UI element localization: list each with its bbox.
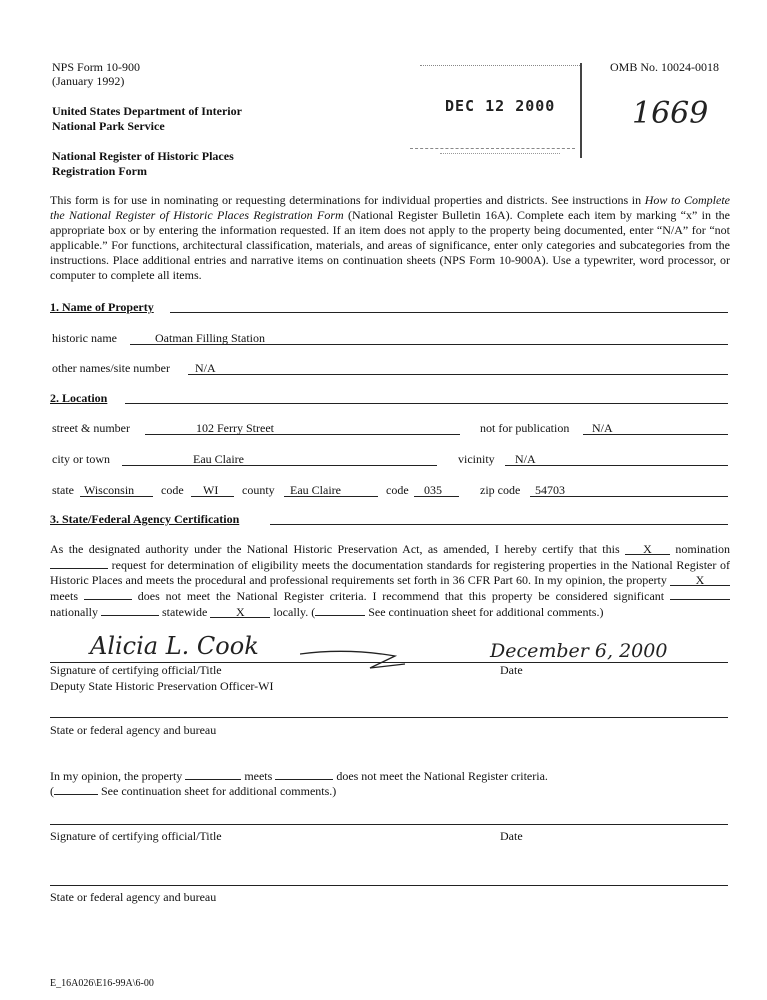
county-label: county [242,483,275,497]
other-names-value[interactable]: N/A [195,361,216,375]
statewide-x-mark[interactable]: X [210,606,270,618]
does-not-meet-mark[interactable] [84,588,132,600]
state-code-label: code [161,483,184,497]
state-label: state [52,483,74,497]
department: United States Department of Interior [52,104,242,118]
registration-form-title: Registration Form [52,164,147,178]
footer-code: E_16A026\E16-99A\6-00 [50,978,154,989]
street-value[interactable]: 102 Ferry Street [196,421,274,435]
meets-mark[interactable]: X [670,574,730,586]
nationally-mark[interactable] [670,588,730,600]
signature-label: Signature of certifying official/Title [50,663,222,677]
service: National Park Service [52,119,165,133]
date-label: Date [500,663,523,677]
signature-label-2: Signature of certifying official/Title [50,829,222,843]
not-for-publication-value[interactable]: N/A [592,421,613,435]
agency-label-2: State or federal agency and bureau [50,890,217,904]
official-title: Deputy State Historic Preservation Officer-WI [50,679,274,693]
date-label-2: Date [500,829,523,843]
official-signature: Alicia L. Cook [90,632,259,660]
instructions-paragraph: This form is for use in nominating or requesting determinations for individual properties and districts. See instructions in How to Complete the National Register of Historic Places Registration Form (National Register Bulletin 16A). Complete each item by marking “x” in the appropriate box or by entering the information requested. If an item does not apply to the property being documented, enter “N/A” for “not applicable.” For functions, architectural classification, materials, and areas of significance, enter only categories and subcategories from the instructions. Place additional entries and narrative items on continuation sheets (NPS Form 10-900A). Use a typewriter, word processor, or computer to complete all items. [50,193,730,282]
vicinity-label: vicinity [458,452,495,466]
form-number: NPS Form 10-900 [52,60,141,74]
request-mark[interactable] [50,557,108,569]
certification-paragraph: As the designated authority under the National Historic Preservation Act, as amended, I hereby certify that this X nomination request for determination of eligibility meets the documentation standards for registering properties in the National Register of Historic Places and meets the procedural and professional requirements set forth in 36 CFR Part 60. In my opinion, the property X meets does not meet the National Register criteria. I recommend that this property be considered significant nationally statewide X locally. ( See continuation sheet for additional comments.) [50,542,731,619]
agency-label: State or federal agency and bureau [50,723,217,737]
county-code-value[interactable]: 035 [424,483,442,497]
historic-name-label: historic name [52,331,117,345]
state-code-value[interactable]: WI [203,483,219,497]
city-label: city or town [52,452,110,466]
not-for-publication-label: not for publication [480,421,570,435]
section-2-heading: 2. Location [50,391,108,405]
opinion-line: In my opinion, the property meets does not meet the National Register criteria. [50,769,548,783]
zip-label: zip code [480,483,521,497]
other-names-label: other names/site number [52,361,170,375]
section-3-heading: 3. State/Federal Agency Certification [50,512,240,526]
opinion-continuation: ( See continuation sheet for additional comments.) [50,784,337,798]
section-1-heading: 1. Name of Property [50,300,154,314]
received-stamp [400,55,585,165]
opinion-does-not-meet-mark[interactable] [275,768,333,780]
nomination-mark[interactable]: X [625,543,670,555]
state-value[interactable]: Wisconsin [84,483,135,497]
county-value[interactable]: Eau Claire [290,483,341,497]
signature-flourish [300,642,410,672]
form-date: (January 1992) [52,74,125,88]
continuation-mark-1[interactable] [315,604,365,616]
continuation-mark-2[interactable] [54,783,98,795]
county-code-label: code [386,483,409,497]
zip-value[interactable]: 54703 [535,483,565,497]
signature-date: December 6, 2000 [490,640,668,662]
handwritten-number: 1669 [632,96,709,131]
vicinity-value[interactable]: N/A [515,452,536,466]
opinion-meets-mark[interactable] [185,768,241,780]
stamp-date: DEC 12 2000 [445,97,556,115]
city-value[interactable]: Eau Claire [193,452,244,466]
street-label: street & number [52,421,130,435]
statewide-mark[interactable] [101,604,159,616]
register-title: National Register of Historic Places [52,149,234,163]
historic-name-value[interactable]: Oatman Filling Station [155,331,265,345]
omb-number: OMB No. 10024-0018 [610,60,720,74]
